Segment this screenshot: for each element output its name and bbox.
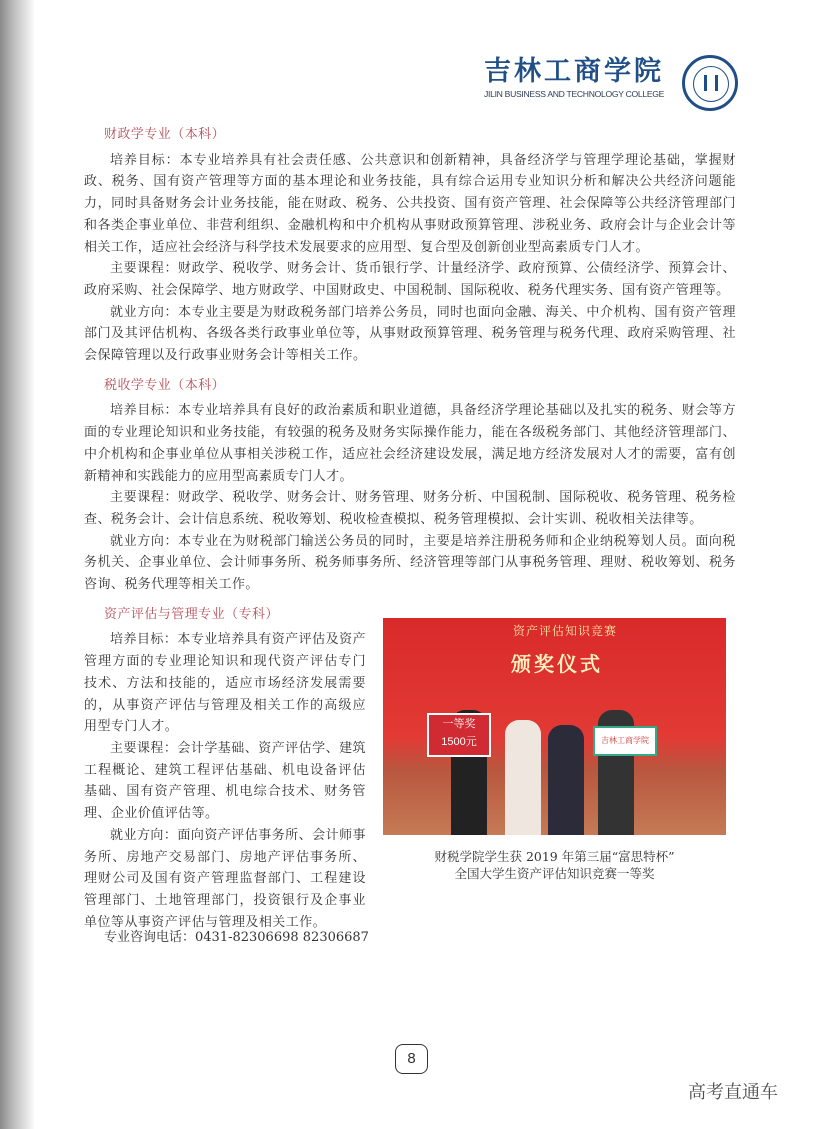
photo-banner-main: 颁奖仪式 [511,652,603,676]
career-direction: 就业方向：本专业在为财税部门输送公务员的同时，主要是培养注册税务师和企业纳税筹划人员。面向税务机关、企事业单位、会计师事务所、税务师事务所、经济管理等部门从事税务管理、理财、税收筹划、税务咨询、税务代理等相关工作。 [84,533,736,593]
section-public-finance [84,124,736,367]
section-title: 财政学专业（本科） [104,127,226,142]
main-courses: 主要课程：财政学、税收学、财务会计、货币银行学、计量经济学、政府预算、公债经济学、预算会计、政府采购、社会保障学、地方财政学、中国财政史、中国税制、国际税收、税务代理实务、国有资产管理等。 [84,261,736,298]
main-courses: 主要课程：财政学、税收学、财务会计、财务管理、财务分析、中国税制、国际税收、税务管理、税务检查、税务会计、会计信息系统、税收筹划、税收检查模拟、税务管理模拟、会计实训、税收相关法律等。 [84,490,736,527]
page-spine-shadow [0,0,34,1129]
career-direction: 就业方向：本专业主要是为财政税务部门培养公务员，同时也面向金融、海关、中介机构、国有资产管理部门及其评估机构、各级各类行政事业单位等，从事财政预算管理、税务管理与税务代理、政府采购管理、社会保障管理以及行政事业财务会计等相关工作。 [84,304,736,364]
college-logo [484,55,674,115]
main-courses: 主要课程：会计学基础、资产评估学、建筑工程概论、建筑工程评估基础、机电设备评估基础、国有资产管理、机电综合技术、财务管理、企业价值评估等。 [84,740,366,822]
award-sign-line1: 一等奖 [442,718,476,730]
school-sign: 吉林工商学院 [593,726,657,756]
contact-phone: 专业咨询电话：0431-82306698 82306687 [104,930,369,945]
college-name-cn: 吉林工商学院 [484,56,664,87]
college-seal-icon [682,55,738,111]
award-sign-line2: 1500元 [441,736,477,748]
award-sign [427,713,491,757]
photo-banner-top: 资产评估知识竞赛 [513,624,618,638]
training-goal: 培养目标：本专业培养具有良好的政治素质和职业道德，具备经济学理论基础以及扎实的税务、财会等方面的专业理论知识和业务技能，有较强的税务及财务实际操作能力，能在各级税务部门、其他经济管理部门、中介机构和企事业单位从事相关涉税工作，适应社会经济建设发展，满足地方经济发展对人才的需要，富有创新精神和实践能力的应用型高素质专门人才。 [84,403,736,484]
section-title: 税收学专业（本科） [104,377,226,393]
college-name-en: JILIN BUSINESS AND TECHNOLOGY COLLEGE [484,89,665,99]
caption-line2: 全国大学生资产评估知识竞赛一等奖 [454,866,655,881]
caption-line1: 财税学院学生获 2019 年第三届“富思特杯” [434,849,675,864]
section-taxation [84,375,736,596]
career-direction: 就业方向：面向资产评估事务所、会计师事务所、房地产交易部门、房地产评估事务所、理财公司及国有资产管理监督部门、工程建设管理部门、土地管理部门，投资银行及企事业单位等从事资产评估与管理及相关工作。 [84,827,366,930]
person-figure [548,725,584,835]
person-figure [505,720,541,835]
watermark: 高考直通车 [688,1082,778,1103]
training-goal: 培养目标：本专业培养具有社会责任感、公共意识和创新精神，具备经济学与管理学理论基础，掌握财政、税务、国有资产管理等方面的基本理论和业务技能，具有综合运用专业知识分析和解决公共经济问题能力，同时具备财务会计业务技能，能在财政、税务、公共投资、国有资产管理、社会保障等公共经济管理部门和各类企事业单位、非营利组织、金融机构和中介机构从事财政预算管理、涉税业务、政府会计与企业会计等相关工作，适应社会经济与科学技术发展要求的应用型、复合型及创新创业型高素质专门人才。 [84,152,736,255]
award-ceremony-photo [383,618,726,835]
section-asset-appraisal [84,604,366,934]
section-title: 资产评估与管理专业（专科） [104,606,279,622]
training-goal: 培养目标：本专业培养具有资产评估及资产管理方面的专业理论知识和现代资产评估专门技术、方法和技能的，适应市场经济发展需要的，从事资产评估与管理及相关工作的高级应用型专门人才。 [84,632,366,735]
photo-caption [383,848,726,882]
page-number: 8 [395,1044,428,1074]
